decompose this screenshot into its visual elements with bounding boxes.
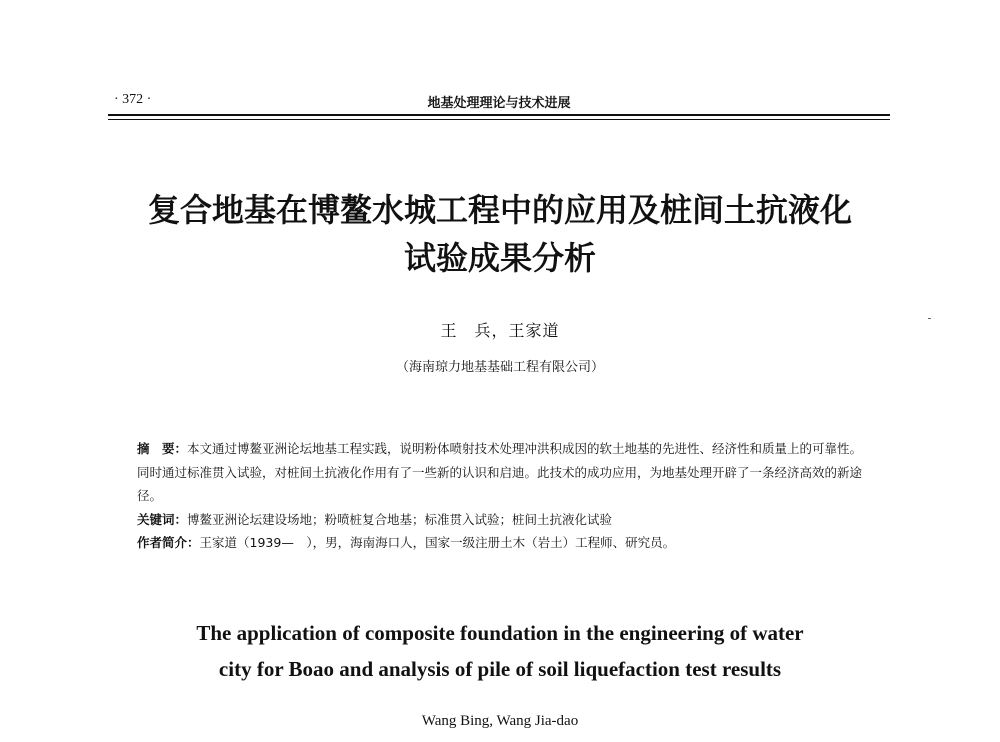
title-en-line-2: city for Boao and analysis of pile of soil liquefaction test results: [218, 657, 782, 681]
page-number: · 372 ·: [114, 92, 152, 107]
scan-mark: [928, 318, 931, 319]
bio-paragraph: [137, 531, 863, 555]
article-title-en: [90, 615, 910, 687]
title-cn-line-1: 复合地基在博鳌水城工程中的应用及桩间土抗液化: [147, 191, 852, 229]
header-rule-thick: [108, 114, 890, 116]
keywords-paragraph: [137, 508, 863, 532]
authors-en: Wang Bing, Wang Jia-dao: [421, 713, 579, 729]
title-en-line-1: The application of composite foundation in the engineering of water: [196, 621, 804, 645]
title-cn-line-2: 试验成果分析: [403, 239, 596, 277]
affiliation-cn: （海南琼力地基基础工程有限公司）: [395, 360, 604, 375]
abstract-text: 本文通过博鳌亚洲论坛地基工程实践，说明粉体喷射技术处理冲洪积成因的软土地基的先进性、经济性和质量上的可靠性。同时通过标准贯入试验，对桩间土抗液化作用有了一些新的认识和启迪。此技术的成功应用，为地基处理开辟了一条经济高效的新途径。: [137, 441, 863, 503]
bio-text: 王家道（1939— ），男，海南海口人，国家一级注册土木（岩土）工程师、研究员。: [199, 535, 676, 550]
journal-title: 地基处理理论与技术进展: [427, 96, 571, 111]
abstract-label: 摘 要：: [137, 441, 188, 456]
authors-cn: 王 兵，王家道: [440, 321, 560, 340]
bio-label: 作者简介：: [137, 535, 200, 550]
keywords-label: 关键词：: [137, 511, 188, 527]
running-header: [108, 90, 890, 112]
article-title-cn: [80, 186, 920, 282]
abstract-paragraph: [137, 437, 863, 508]
header-rule-thin: [108, 119, 890, 120]
keywords-text: 博鳌亚洲论坛建设场地；粉喷桩复合地基；标准贯入试验；桩间土抗液化试验: [187, 511, 613, 527]
abstract-section: [137, 437, 863, 555]
